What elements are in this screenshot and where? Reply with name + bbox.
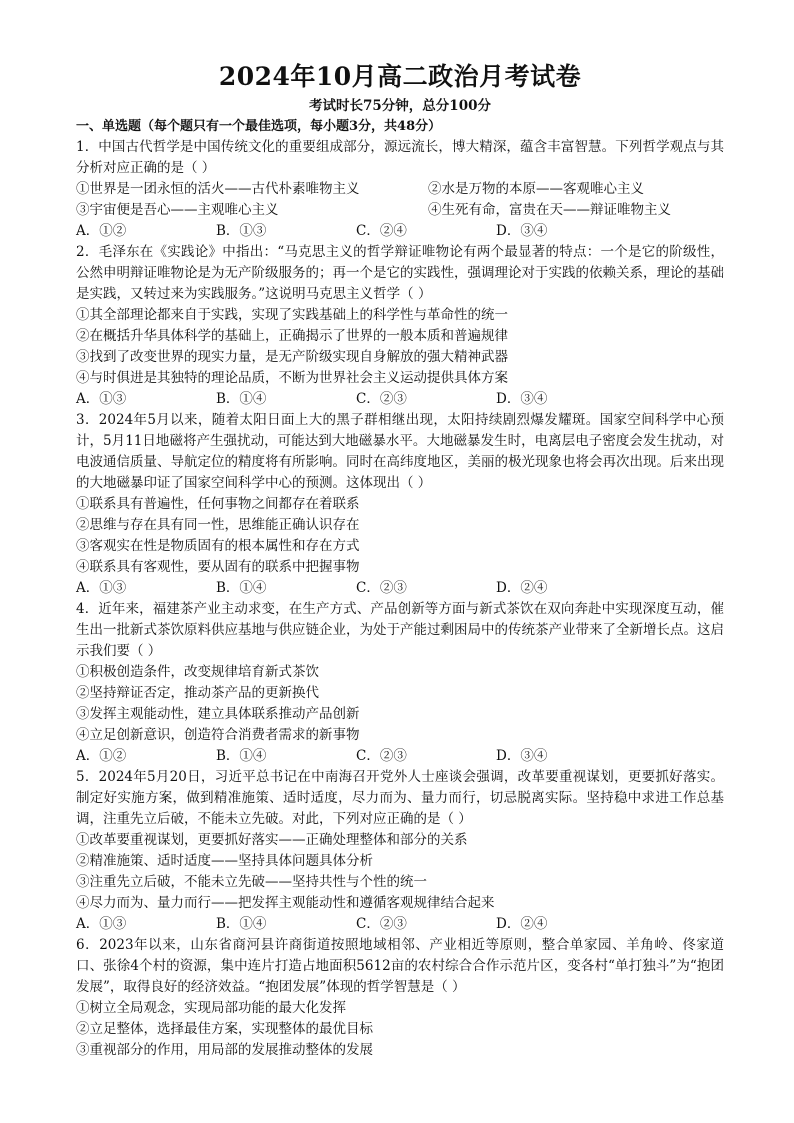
- choice-a: A．①②: [76, 223, 127, 239]
- statement-1: ①积极创造条件，改变规律培育新式茶饮: [76, 664, 319, 680]
- statement-2: ②坚持辩证否定，推动茶产品的更新换代: [76, 685, 319, 701]
- answer-choices: [76, 746, 724, 767]
- statement-1: ①其全部理论都来自于实践，实现了实践基础上的科学性与革命性的统一: [76, 307, 508, 323]
- statement-4: ④与时俱进是其独特的理论品质，不断为世界社会主义运动提供具体方案: [76, 370, 508, 386]
- statement-3: ③找到了改变世界的现实力量，是无产阶级实现自身解放的强大精神武器: [76, 349, 508, 365]
- choice-a: A．①③: [76, 580, 127, 596]
- statement-4: ④联系具有客观性，要从固有的联系中把握事物: [76, 559, 360, 575]
- answer-choices: [76, 914, 724, 935]
- answer-choices: [76, 389, 724, 410]
- statement-2: ②精准施策、适时适度——坚持具体问题具体分析: [76, 853, 373, 869]
- question-3: [76, 410, 724, 599]
- statement-2: ②水是万物的本原——客观唯心主义: [428, 181, 644, 197]
- choice-c: C．②③: [356, 580, 407, 596]
- choice-d: D．③④: [496, 748, 548, 764]
- statement-3: ③宇宙便是吾心——主观唯心主义: [76, 202, 279, 218]
- question-stem: 6．2023年以来，山东省商河县许商街道按照地域相邻、产业相近等原则，整合单家园、羊角岭、佟家道口、张徐4个村的资源，集中连片打造占地面积5612亩的农村综合合作示范片区，变各村“单打独斗”为“抱团发展”，取得良好的经济效益。“抱团发展”体现的哲学智慧是（ ）: [76, 937, 724, 995]
- statement-3: ③客观实在性是物质固有的根本属性和存在方式: [76, 538, 360, 554]
- question-4: [76, 599, 724, 767]
- choice-c: C．②④: [356, 223, 407, 239]
- choice-b: B．①④: [216, 391, 267, 407]
- statement-pair: [76, 179, 724, 200]
- choice-a: A．①③: [76, 391, 127, 407]
- choice-a: A．①②: [76, 748, 127, 764]
- choice-b: B．①④: [216, 580, 267, 596]
- exam-subtitle: 考试时长75分钟，总分100分: [309, 98, 491, 114]
- question-stem: 2．毛泽东在《实践论》中指出：“马克思主义的哲学辩证唯物论有两个最显著的特点：一个是它的阶级性，公然申明辩证唯物论是为无产阶级服务的；再一个是它的实践性，强调理论对于实践的依赖关系，理论的基础是实践，又转过来为实践服务。”这说明马克思主义哲学（ ）: [76, 244, 724, 302]
- statement-3: ③重视部分的作用，用局部的发展推动整体的发展: [76, 1042, 373, 1058]
- answer-choices: [76, 221, 724, 242]
- question-stem: 1．中国古代哲学是中国传统文化的重要组成部分，源远流长，博大精深，蕴含丰富智慧。下列哲学观点与其分析对应正确的是（ ）: [76, 139, 724, 176]
- statement-2: ②思维与存在具有同一性，思维能正确认识存在: [76, 517, 360, 533]
- choice-c: C．②③: [356, 748, 407, 764]
- statement-1: ①联系具有普遍性，任何事物之间都存在着联系: [76, 496, 360, 512]
- choice-d: D．②④: [496, 916, 548, 932]
- question-2: [76, 242, 724, 410]
- statement-4: ④生死有命，富贵在天——辩证唯物主义: [428, 202, 671, 218]
- choice-d: D．③④: [496, 391, 548, 407]
- statement-2: ②在概括升华具体科学的基础上，正确揭示了世界的一般本质和普遍规律: [76, 328, 508, 344]
- choice-b: B．①④: [216, 748, 267, 764]
- question-stem: 4．近年来，福建茶产业主动求变，在生产方式、产品创新等方面与新式茶饮在双向奔赴中实现深度互动，催生出一批新式茶饮原料供应基地与供应链企业，为处于产能过剩困局中的传统茶产业带来了全新增长点。这启示我们要（ ）: [76, 601, 724, 659]
- choice-a: A．①③: [76, 916, 127, 932]
- statement-1: ①世界是一团永恒的活火——古代朴素唯物主义: [76, 181, 360, 197]
- section-heading: 一、单选题（每个题只有一个最佳选项，每小题3分，共48分）: [76, 119, 442, 134]
- statement-pair: [76, 200, 724, 221]
- question-1: [76, 137, 724, 242]
- choice-c: C．②③: [356, 391, 407, 407]
- question-stem: 5．2024年5月20日，习近平总书记在中南海召开党外人士座谈会强调，改革要重视谋划，更要抓好落实。制定好实施方案，做到精准施策、适时适度，尽力而为、量力而行，切忌脱离实际。坚持稳中求进工作总基调，注重先立后破，不能未立先破。对此，下列对应正确的是（ ）: [76, 769, 724, 827]
- statement-2: ②立足整体，选择最佳方案，实现整体的最优目标: [76, 1021, 373, 1037]
- choice-b: B．①④: [216, 916, 267, 932]
- choice-b: B．①③: [216, 223, 267, 239]
- choice-c: C．②③: [356, 916, 407, 932]
- question-5: [76, 767, 724, 935]
- statement-3: ③注重先立后破，不能未立先破——坚持共性与个性的统一: [76, 874, 427, 890]
- question-stem: 3．2024年5月以来，随着太阳日面上大的黑子群相继出现，太阳持续剧烈爆发耀斑。国家空间科学中心预计，5月11日地磁将产生强扰动，可能达到大地磁暴水平。大地磁暴发生时，电离层电子密度会发生扰动，对电波通信质量、导航定位的精度将有所影响。同时在高纬度地区，美丽的极光现象也将会再次出现。后来出现的大地磁暴印证了国家空间科学中心的预测。这体现出（ ）: [76, 412, 724, 491]
- statement-1: ①改革要重视谋划，更要抓好落实——正确处理整体和部分的关系: [76, 832, 468, 848]
- choice-d: D．②④: [496, 580, 548, 596]
- question-6: [76, 935, 724, 1061]
- statement-1: ①树立全局观念，实现局部功能的最大化发挥: [76, 1000, 346, 1016]
- statement-3: ③发挥主观能动性，建立具体联系推动产品创新: [76, 706, 360, 722]
- statement-4: ④立足创新意识，创造符合消费者需求的新事物: [76, 727, 360, 743]
- answer-choices: [76, 578, 724, 599]
- statement-4: ④尽力而为、量力而行——把发挥主观能动性和遵循客观规律结合起来: [76, 895, 495, 911]
- choice-d: D．③④: [496, 223, 548, 239]
- exam-title: 2024年10月高二政治月考试卷: [218, 62, 582, 91]
